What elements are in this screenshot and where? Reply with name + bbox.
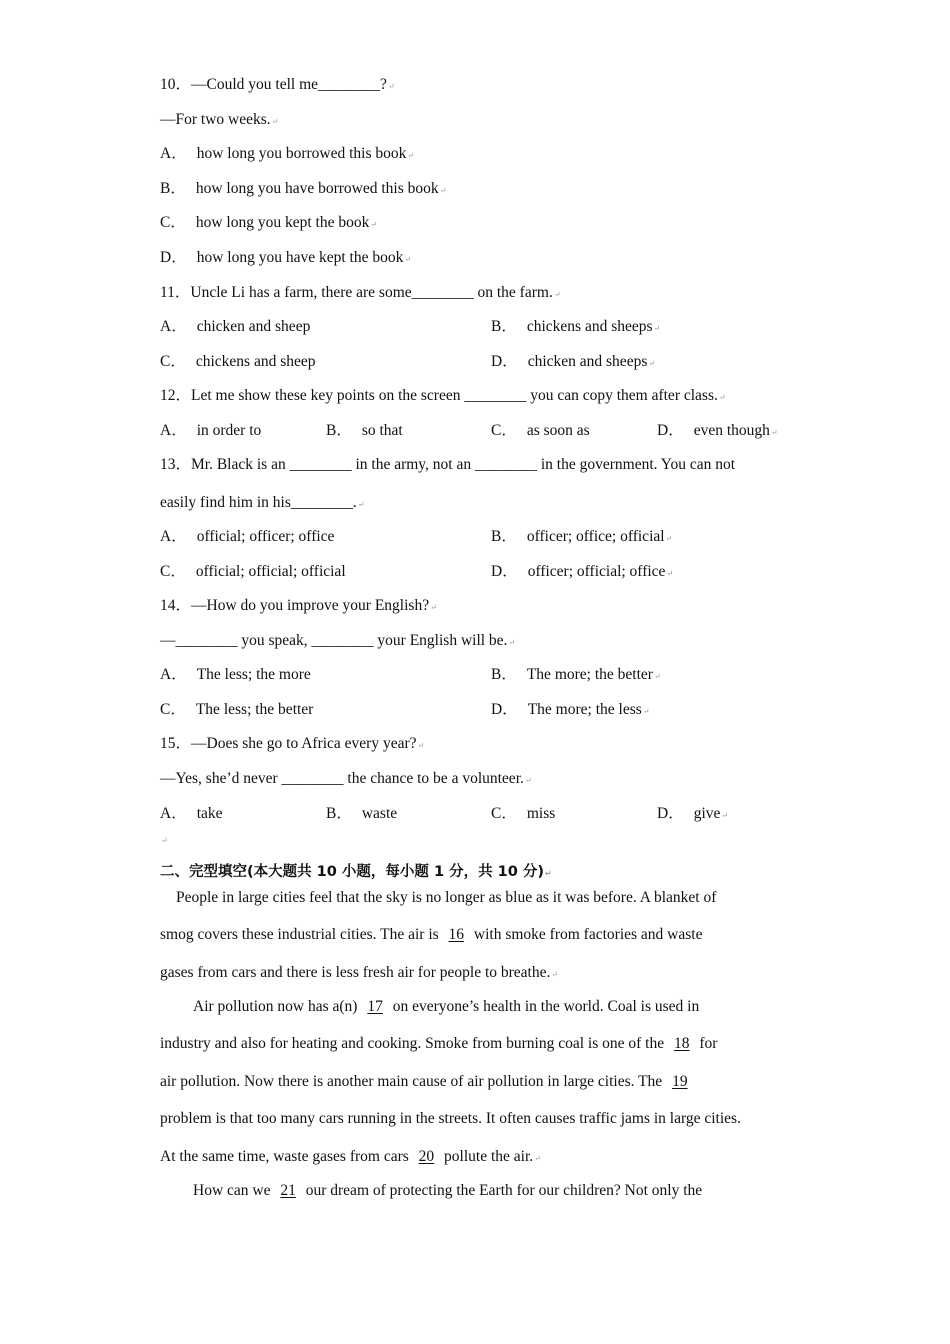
passage-p2-line2: industry and also for heating and cooking. Smoke from burning coal is one of the 18 for: [160, 1035, 718, 1052]
q13-option-c: C． official; official; official: [160, 563, 346, 580]
section-heading: 二、完型填空(本大题共 10 小题，每小题 1 分，共 10 分)↵: [160, 864, 552, 880]
q14-option-a: A． The less; the more: [160, 666, 311, 683]
q14-option-b: B． The more; the better↵: [491, 666, 661, 683]
q11-option-c: C． chickens and sheep: [160, 353, 316, 370]
q10-option-d: D． how long you have kept the book↵: [160, 249, 412, 266]
q15-option-d: D． give↵: [657, 805, 729, 822]
q14-stem: 14．—How do you improve your English?↵: [160, 597, 437, 614]
q10-option-a: A． how long you borrowed this book↵: [160, 145, 415, 162]
q13-option-d: D． officer; official; office↵: [491, 563, 674, 580]
q12-stem: 12．Let me show these key points on the screen ________ you can copy them after class.↵: [160, 387, 726, 404]
passage-p2-line3: air pollution. Now there is another main cause of air pollution in large cities. The 19: [160, 1073, 694, 1091]
passage-p2-line5: At the same time, waste gases from cars 20 pollute the air.↵: [160, 1148, 541, 1165]
blank-18: 18: [673, 1035, 690, 1052]
q11-option-d: D． chicken and sheeps↵: [491, 353, 656, 370]
blank-19: 19: [672, 1073, 688, 1090]
q11-option-b: B． chickens and sheeps↵: [491, 318, 661, 335]
passage-p2-line4: problem is that too many cars running in the streets. It often causes traffic jams in large cities.: [160, 1110, 741, 1127]
blank-17: 17: [367, 998, 383, 1015]
passage-p1-line1: People in large cities feel that the sky is no longer as blue as it was before. A blanket of: [176, 889, 717, 906]
blank-16: 16: [448, 926, 465, 943]
q11-option-a: A． chicken and sheep: [160, 318, 311, 335]
q13-stem-line2: easily find him in his________.↵: [160, 494, 365, 511]
q13-stem-line1: 13．Mr. Black is an ________ in the army, not an ________ in the government. You can not: [160, 456, 736, 473]
q14-option-d: D． The more; the less↵: [491, 701, 650, 718]
passage-p1-line3: gases from cars and there is less fresh air for people to breathe.↵: [160, 964, 559, 981]
q10-answer-line: —For two weeks.↵: [160, 111, 279, 128]
passage-p3-line1: How can we 21 our dream of protecting the Earth for our children? Not only the: [193, 1182, 703, 1199]
q15-answer-line: —Yes, she’d never ________ the chance to be a volunteer.↵: [160, 770, 532, 787]
q15-option-c: C． miss: [491, 805, 556, 822]
q14-answer-line: —________ you speak, ________ your English will be.↵: [160, 632, 516, 649]
blank-21: 21: [280, 1182, 296, 1199]
q15-stem: 15．—Does she go to Africa every year?↵: [160, 735, 425, 752]
q15-option-a: A． take: [160, 805, 223, 822]
q12-option-a: A． in order to: [160, 422, 262, 439]
q15-option-b: B． waste: [326, 805, 398, 822]
q10-option-c: C． how long you kept the book↵: [160, 214, 378, 231]
passage-p1-line2: smog covers these industrial cities. The air is 16 with smoke from factories and waste: [160, 926, 703, 943]
q13-option-a: A． official; officer; office: [160, 528, 335, 545]
passage-p2-line1: Air pollution now has a(n) 17 on everyone’s health in the world. Coal is used in: [193, 998, 700, 1015]
q12-option-d: D． even though↵: [657, 422, 778, 439]
q10-option-b: B． how long you have borrowed this book↵: [160, 180, 447, 197]
q12-option-b: B． so that: [326, 422, 403, 439]
blank-20: 20: [418, 1148, 435, 1165]
q12-option-c: C． as soon as: [491, 422, 590, 439]
q10-stem: 10．—Could you tell me________?↵: [160, 76, 395, 93]
q11-stem: 11．Uncle Li has a farm, there are some________ on the farm.↵: [160, 284, 561, 301]
q14-option-c: C． The less; the better: [160, 701, 314, 718]
q13-option-b: B． officer; office; official↵: [491, 528, 673, 545]
paragraph-mark: ↵: [161, 836, 168, 845]
